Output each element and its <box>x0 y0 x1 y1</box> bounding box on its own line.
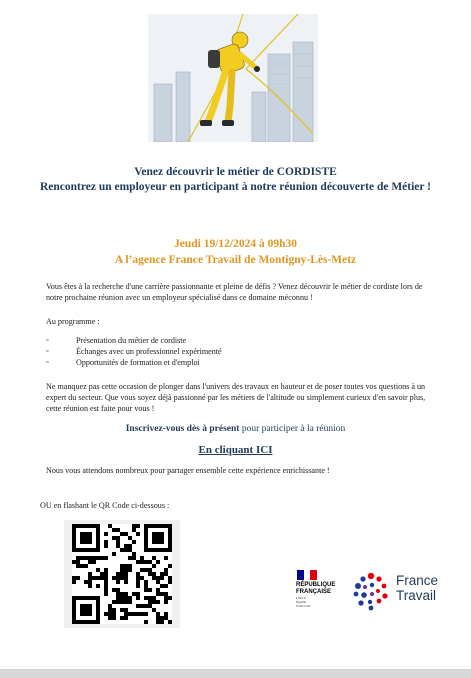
rf-devise-2: Égalité <box>296 600 307 604</box>
closing-paragraph: Ne manquez pas cette occasion de plonger dans l'univers des travaux en hauteur et de poser toutes vos questions à un expert du secteur. Que vous soyez déjà passionné par les métiers de l'altitude ou simplement curieux d'en savoir plus, cette réunion est faite pour vous ! <box>46 382 426 413</box>
register-bold: Inscrivez-vous dès à présent <box>125 424 240 434</box>
event-date-location <box>20 236 451 268</box>
program-list <box>46 335 406 368</box>
france-travail-logo-icon <box>350 570 392 612</box>
register-rest: pour participer à la réunion <box>239 424 346 434</box>
event-date: Jeudi 19/12/2024 à 09h30 <box>173 238 297 250</box>
ft-line-1: France <box>396 573 439 588</box>
ft-line-2: Travail <box>396 588 437 603</box>
register-line <box>20 423 451 435</box>
rf-devise <box>296 596 310 608</box>
attend-paragraph: Nous vous attendons nombreux pour partager ensemble cette expérience enrichissante ! <box>46 466 330 475</box>
rf-line-2: FRANÇAISE <box>296 588 332 595</box>
register-link[interactable]: En cliquant ICI <box>198 444 273 456</box>
marianne-flag-icon <box>297 570 317 580</box>
list-item <box>46 357 406 368</box>
list-item <box>46 346 406 357</box>
program-heading: Au programme : <box>46 317 100 326</box>
rf-line-1: RÉPUBLIQUE <box>296 582 336 588</box>
program-item-label: Présentation du métier de cordiste <box>76 336 187 345</box>
title-line-2: Rencontrez un employeur en participant à notre réunion découverte de Métier ! <box>39 181 432 193</box>
france-travail-logo <box>396 573 438 603</box>
intro-paragraph: Vous êtes à la recherche d'une carrière passionnante et pleine de défis ? Venez découvrir le métier de cordiste lors de notre prochaine réunion avec un employeur spécialisé dans ce domaine méconnu ! <box>46 282 423 302</box>
qr-code-icon <box>72 524 172 624</box>
bottom-scroll-bar <box>0 669 471 678</box>
register-link-container <box>20 443 451 457</box>
hero-illustration-cordiste <box>148 14 318 142</box>
rf-devise-1: Liberté <box>296 596 307 600</box>
event-location: A l’agence France Travail de Montigny-Lès-Metz <box>114 254 357 266</box>
cordiste-illustration-icon <box>148 14 318 142</box>
qr-caption: OU en flashant le QR Code ci-dessous : <box>40 501 170 510</box>
rf-devise-3: Fraternité <box>296 604 311 608</box>
list-item <box>46 335 406 346</box>
square-bullet-icon: ▫ <box>46 336 49 344</box>
program-item-label: Opportunités de formation et d'emploi <box>76 358 200 367</box>
square-bullet-icon: ▫ <box>46 347 49 355</box>
square-bullet-icon: ▫ <box>46 358 49 366</box>
event-title <box>20 165 451 195</box>
qr-code[interactable] <box>64 520 180 628</box>
republique-francaise-logo <box>296 582 335 595</box>
program-item-label: Échanges avec un professionnel expérimenté <box>76 347 222 356</box>
title-line-1: Venez découvrir le métier de CORDISTE <box>134 166 337 178</box>
